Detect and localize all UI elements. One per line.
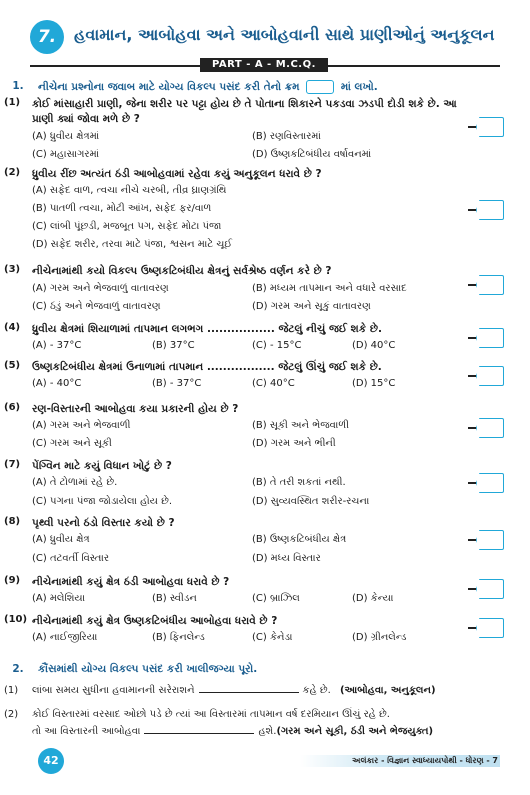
answer-field[interactable] <box>476 473 504 493</box>
option-hint: (આબોહવા, અનુકૂલન) <box>339 685 436 696</box>
option-a[interactable]: (A) ધ્રુવીય ક્ષેત્રમાં <box>32 131 100 142</box>
option-b[interactable]: (B) પાતળી ત્વચા, મોટી આંખ, સફેદ ફર/વાળ <box>32 203 212 214</box>
option-a[interactable]: (A) નાઈજીરિયા <box>32 632 98 643</box>
book-title: અલંકાર - વિજ્ઞાન સ્વાધ્યાયપોથી - ધોરણ - 7 <box>352 756 498 765</box>
chapter-title: હવામાન, આબોહવા અને આબોહવાની સાથે પ્રાણીઓનું અનુકૂલન <box>74 25 495 44</box>
question-text: પેંગ્વિન માટે કયું વિધાન ખોટું છે ? <box>32 460 172 472</box>
question-number: (4) <box>4 322 21 333</box>
option-c[interactable]: (C) તટવર્તી વિસ્તાર <box>32 553 110 564</box>
option-d[interactable]: (D) સફેદ શરીર, તરવા માટે પંજા, શ્વસન માટે ચૂઈ <box>32 239 233 250</box>
answer-dash <box>468 427 476 429</box>
section-number: 1. <box>12 80 24 92</box>
answer-field[interactable] <box>476 418 504 438</box>
page-footer <box>0 748 530 774</box>
question-number: (2) <box>4 167 21 178</box>
answer-field[interactable] <box>476 579 504 599</box>
option-b[interactable]: (B) તે તરી શકતાં નથી. <box>252 477 346 488</box>
answer-dash <box>468 284 476 286</box>
option-b[interactable]: (B) ફિનલેન્ડ <box>152 632 205 643</box>
question-text: નીચેનામાંથી કયું ક્ષેત્ર ઉષ્ણકટિબંધીય આબોહવા ધરાવે છે ? <box>32 615 278 627</box>
answer-box-sample <box>306 80 334 94</box>
option-c[interactable]: (C) 40°C <box>252 378 295 389</box>
option-b[interactable]: (B) મધ્યમ તાપમાન અને વધારે વરસાદ <box>252 283 407 294</box>
question-text: રણ-વિસ્તારની આબોહવા કયા પ્રકારની હોય છે ? <box>32 403 239 415</box>
answer-dash <box>468 482 476 484</box>
option-d[interactable]: (D) ઉષ્ણકટિબંધીય વર્ષાવનમાં <box>252 149 372 160</box>
question-number: (1) <box>4 97 21 108</box>
option-d[interactable]: (D) સુવ્યવસ્થિત શરીર-રચના <box>252 496 370 507</box>
question-number: (5) <box>4 360 21 371</box>
question-text: નીચેનામાંથી કયું ક્ષેત્ર ઠંડી આબોહવા ધરાવે છે ? <box>32 576 230 588</box>
fill-blank-text: લાંબા સમય સુધીના હવામાનની સરેરાશને કહે છે. (આબોહવા, અનુકૂલન) <box>32 685 436 696</box>
answer-box-10[interactable] <box>468 618 500 638</box>
option-a[interactable]: (A) તે ટોળામાં રહે છે. <box>32 477 118 488</box>
answer-dash <box>468 588 476 590</box>
answer-dash <box>468 375 476 377</box>
fill-blank-line1: કોઈ વિસ્તારમાં વરસાદ ઓછો પડે છે ત્યાં આ વિસ્તારમાં તાપમાન વર્ષ દરમિયાન ઊંચું રહે છે. <box>32 709 390 720</box>
question-text: ધ્રુવીય રીંછ અત્યંત ઠંડી આબોહવામાં રહેવા કયું અનુકૂલન ધરાવે છે ? <box>32 168 322 180</box>
answer-box-7[interactable] <box>468 473 500 493</box>
option-a[interactable]: (A) સફેદ વાળ, ત્વચા નીચે ચરબી, તીવ્ર ઘ્રાણગ્રંથિ <box>32 185 227 196</box>
option-c[interactable]: (C) લાંબી પૂંછડી, મજબૂત પગ, સફેદ મોટા પંજા <box>32 221 222 232</box>
option-d[interactable]: (D) મધ્ય વિસ્તાર <box>252 553 321 564</box>
option-b[interactable]: (B) - 37°C <box>152 378 202 389</box>
answer-dash <box>468 539 476 541</box>
blank-line[interactable] <box>199 692 299 693</box>
option-c[interactable]: (C) પગના પંજા જોડાયેલા હોય છે. <box>32 496 173 507</box>
answer-field[interactable] <box>476 117 504 137</box>
item-number: (1) <box>4 685 19 696</box>
option-c[interactable]: (C) બ્રાઝિલ <box>252 593 300 604</box>
option-c[interactable]: (C) - 15°C <box>252 340 302 351</box>
answer-field[interactable] <box>476 328 504 348</box>
answer-box-8[interactable] <box>468 530 500 550</box>
option-c[interactable]: (C) કેનેડા <box>252 632 293 643</box>
section-instruction: નીચેના પ્રશ્નોના જવાબ માટે યોગ્ય વિકલ્પ પસંદ કરી તેનો ક્રમ માં લખો. <box>38 81 378 93</box>
question-number: (7) <box>4 459 21 470</box>
option-b[interactable]: (B) ઉષ્ણકટિબંધીય ક્ષેત્ર <box>252 534 347 545</box>
option-d[interactable]: (D) 15°C <box>352 378 396 389</box>
question-number: (6) <box>4 402 21 413</box>
option-c[interactable]: (C) ઠંડું અને ભેજવાળું વાતાવરણ <box>32 301 161 312</box>
item-number: (2) <box>4 709 19 720</box>
part-divider <box>0 58 530 72</box>
option-d[interactable]: (D) ગ્રીનલેન્ડ <box>352 632 407 643</box>
blank-line[interactable] <box>144 733 254 734</box>
question-number: (3) <box>4 264 21 275</box>
question-number: (8) <box>4 516 21 527</box>
fill-blank-text: તો આ વિસ્તારની આબોહવા હશે.(ગરમ અને સૂકી, ઠંડી અને ભેજયુક્ત) <box>32 726 434 737</box>
option-a[interactable]: (A) - 40°C <box>32 378 82 389</box>
option-a[interactable]: (A) ગરમ અને ભેજવાળી <box>32 420 131 431</box>
answer-box-2[interactable] <box>468 200 500 220</box>
answer-box-1[interactable] <box>468 117 500 137</box>
answer-field[interactable] <box>476 200 504 220</box>
option-d[interactable]: (D) 40°C <box>352 340 396 351</box>
answer-box-9[interactable] <box>468 579 500 599</box>
section-number: 2. <box>12 663 24 675</box>
answer-dash <box>468 337 476 339</box>
answer-box-6[interactable] <box>468 418 500 438</box>
question-number: (10) <box>4 614 28 625</box>
question-text: પૃથ્વી પરનો ઠંડો વિસ્તાર કયો છે ? <box>32 517 175 529</box>
option-c[interactable]: (C) મહાસાગરમાં <box>32 149 100 160</box>
answer-box-4[interactable] <box>468 328 500 348</box>
question-text: ઉષ્ણકટિબંધીય ક્ષેત્રમાં ઉનાળામાં તાપમાન ................. જેટલું ઊંચું જઈ શકે છે. <box>32 361 382 373</box>
part-label: PART - A - M.C.Q. <box>200 58 328 72</box>
answer-dash <box>468 209 476 211</box>
answer-field[interactable] <box>476 366 504 386</box>
answer-box-5[interactable] <box>468 366 500 386</box>
question-text: ધ્રુવીય ક્ષેત્રમાં શિયાળામાં તાપમાન લગભગ ................. જેટલું નીચું જઈ શકે છે. <box>32 323 382 335</box>
option-hint: (ગરમ અને સૂકી, ઠંડી અને ભેજયુક્ત) <box>276 726 434 737</box>
option-b[interactable]: (B) 37°C <box>152 340 195 351</box>
option-d[interactable]: (D) કેન્યા <box>352 593 394 604</box>
option-c[interactable]: (C) ગરમ અને સૂકી <box>32 438 112 449</box>
option-b[interactable]: (B) સૂકી અને ભેજવાળી <box>252 420 350 431</box>
option-b[interactable]: (B) રણવિસ્તારમાં <box>252 131 321 142</box>
answer-field[interactable] <box>476 618 504 638</box>
page-number: 42 <box>38 748 64 774</box>
option-d[interactable]: (D) ગરમ અને ભીની <box>252 438 336 449</box>
option-d[interactable]: (D) ગરમ અને સૂકું વાતાવરણ <box>252 301 371 312</box>
answer-box-3[interactable] <box>468 275 500 295</box>
question-text: નીચેનામાંથી કયો વિકલ્પ ઉષ્ણકટિબંધીય ક્ષેત્રનું સર્વશ્રેષ્ઠ વર્ણન કરે છે ? <box>32 265 332 277</box>
option-a[interactable]: (A) ધ્રુવીય ક્ષેત્ર <box>32 534 90 545</box>
answer-dash <box>468 627 476 629</box>
answer-field[interactable] <box>476 530 504 550</box>
option-a[interactable]: (A) - 37°C <box>32 340 82 351</box>
option-a[interactable]: (A) ગરમ અને ભેજવાળું વાતાવરણ <box>32 283 169 294</box>
option-a[interactable]: (A) મલેશિયા <box>32 593 86 604</box>
section-instruction: કૌંસમાંથી યોગ્ય વિકલ્પ પસંદ કરી ખાલીજગ્યા પૂરો. <box>38 663 258 675</box>
chapter-header <box>30 20 500 54</box>
option-b[interactable]: (B) સ્વીડન <box>152 593 197 604</box>
answer-field[interactable] <box>476 275 504 295</box>
chapter-number: 7. <box>30 20 64 54</box>
question-text: કોઈ માંસાહારી પ્રાણી, જેના શરીર પર પટ્ટા હોય છે તે પોતાના શિકારને પકડવા ઝડપી દોડી શકે છે. આ પ્રાણી ક્યાં જોવા મળે છે ? <box>32 98 457 125</box>
answer-dash <box>468 126 476 128</box>
question-number: (9) <box>4 575 21 586</box>
